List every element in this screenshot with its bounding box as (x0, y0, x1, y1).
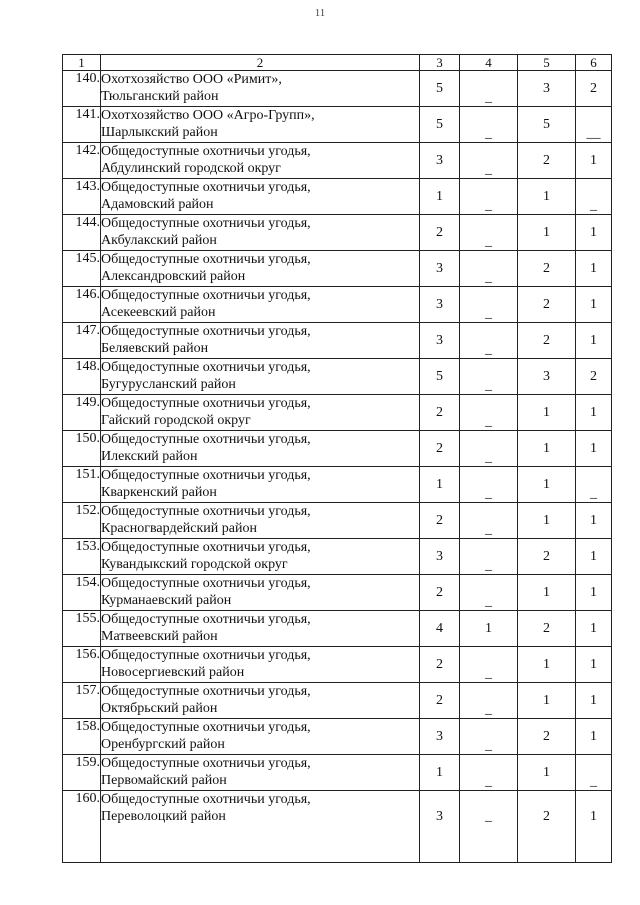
value-col-5: 1 (518, 575, 576, 611)
value-col-6: _ (576, 467, 612, 503)
ground-owner-text: Общедоступные охотничьи угодья, (101, 360, 311, 375)
value-col-5: 2 (518, 611, 576, 647)
table-body (63, 71, 612, 863)
table-row (63, 395, 612, 431)
district-text: Красногвардейский район (101, 521, 257, 536)
district-text: Беляевский район (101, 341, 209, 356)
ground-name-cell (101, 431, 420, 467)
value-col-6: 1 (576, 611, 612, 647)
ground-name-cell (101, 323, 420, 359)
district-text: Асекеевский район (101, 305, 216, 320)
ground-name-cell (101, 143, 420, 179)
ground-name-cell (101, 467, 420, 503)
row-number: 160. (63, 791, 101, 863)
value-col-4: _ (460, 539, 518, 575)
value-col-5: 1 (518, 683, 576, 719)
value-col-4: _ (460, 251, 518, 287)
value-col-5: 2 (518, 323, 576, 359)
district-text: Переволоцкий район (101, 809, 226, 824)
ground-owner-text: Общедоступные охотничьи угодья, (101, 648, 311, 663)
row-number: 143. (63, 179, 101, 215)
ground-name-cell (101, 215, 420, 251)
ground-owner-text: Общедоступные охотничьи угодья, (101, 216, 311, 231)
value-col-6: _ (576, 755, 612, 791)
ground-name-cell (101, 107, 420, 143)
value-col-5: 1 (518, 395, 576, 431)
district-text: Адамовский район (101, 197, 214, 212)
hunting-grounds-table (62, 54, 612, 863)
table-row (63, 539, 612, 575)
ground-owner-text: Общедоступные охотничьи угодья, (101, 684, 311, 699)
ground-name-cell (101, 719, 420, 755)
district-text: Гайский городской округ (101, 413, 251, 428)
ground-name-cell (101, 359, 420, 395)
value-col-6: 1 (576, 143, 612, 179)
district-text: Октябрьский район (101, 701, 218, 716)
district-text: Шарлыкский район (101, 125, 218, 140)
ground-owner-text: Охотхозяйство ООО «Агро-Групп», (101, 108, 315, 123)
value-col-3: 3 (420, 539, 460, 575)
table-row (63, 251, 612, 287)
value-col-6: 1 (576, 323, 612, 359)
ground-owner-text: Общедоступные охотничьи угодья, (101, 540, 311, 555)
table-row (63, 791, 612, 863)
value-col-5: 3 (518, 359, 576, 395)
value-col-3: 1 (420, 179, 460, 215)
value-col-5: 2 (518, 539, 576, 575)
ground-name-cell (101, 611, 420, 647)
value-col-4: _ (460, 287, 518, 323)
value-col-5: 2 (518, 719, 576, 755)
row-number: 151. (63, 467, 101, 503)
value-col-3: 3 (420, 251, 460, 287)
table-row (63, 287, 612, 323)
value-col-5: 1 (518, 503, 576, 539)
district-text: Кваркенский район (101, 485, 217, 500)
value-col-6: 1 (576, 719, 612, 755)
column-header-4: 4 (460, 55, 518, 71)
district-text: Оренбургский район (101, 737, 225, 752)
ground-owner-text: Общедоступные охотничьи угодья, (101, 612, 311, 627)
value-col-4: _ (460, 395, 518, 431)
value-col-3: 1 (420, 755, 460, 791)
row-number: 150. (63, 431, 101, 467)
row-number: 154. (63, 575, 101, 611)
value-col-3: 2 (420, 575, 460, 611)
table-row (63, 611, 612, 647)
value-col-5: 2 (518, 287, 576, 323)
row-number: 159. (63, 755, 101, 791)
value-col-6: 1 (576, 395, 612, 431)
ground-owner-text: Общедоступные охотничьи угодья, (101, 288, 311, 303)
value-col-5: 1 (518, 647, 576, 683)
ground-name-cell (101, 395, 420, 431)
value-col-5: 3 (518, 71, 576, 107)
ground-name-cell (101, 755, 420, 791)
value-col-5: 5 (518, 107, 576, 143)
page-number: 11 (314, 7, 326, 19)
value-col-6: 1 (576, 431, 612, 467)
value-col-5: 1 (518, 755, 576, 791)
district-text: Курманаевский район (101, 593, 232, 608)
value-col-5: 1 (518, 431, 576, 467)
ground-owner-text: Охотхозяйство ООО «Римит», (101, 72, 282, 87)
value-col-3: 5 (420, 359, 460, 395)
district-text: Тюльганский район (101, 89, 219, 104)
value-col-3: 2 (420, 647, 460, 683)
value-col-5: 2 (518, 143, 576, 179)
value-col-5: 1 (518, 179, 576, 215)
table-row (63, 323, 612, 359)
column-header-5: 5 (518, 55, 576, 71)
value-col-3: 2 (420, 683, 460, 719)
ground-owner-text: Общедоступные охотничьи угодья, (101, 720, 311, 735)
ground-name-cell (101, 575, 420, 611)
row-number: 142. (63, 143, 101, 179)
value-col-3: 3 (420, 287, 460, 323)
column-header-6: 6 (576, 55, 612, 71)
ground-owner-text: Общедоступные охотничьи угодья, (101, 180, 311, 195)
table-row (63, 503, 612, 539)
value-col-6: 1 (576, 503, 612, 539)
table-row (63, 143, 612, 179)
ground-owner-text: Общедоступные охотничьи угодья, (101, 792, 311, 807)
value-col-5: 2 (518, 251, 576, 287)
district-text: Матвеевский район (101, 629, 218, 644)
ground-name-cell (101, 251, 420, 287)
ground-owner-text: Общедоступные охотничьи угодья, (101, 324, 311, 339)
row-number: 145. (63, 251, 101, 287)
ground-name-cell (101, 539, 420, 575)
table-row (63, 683, 612, 719)
value-col-3: 5 (420, 71, 460, 107)
value-col-4: _ (460, 359, 518, 395)
table-row (63, 359, 612, 395)
table-row (63, 71, 612, 107)
row-number: 141. (63, 107, 101, 143)
value-col-4: _ (460, 647, 518, 683)
district-text: Абдулинский городской округ (101, 161, 281, 176)
value-col-6: 1 (576, 539, 612, 575)
district-text: Акбулакский район (101, 233, 217, 248)
row-number: 155. (63, 611, 101, 647)
row-number: 157. (63, 683, 101, 719)
ground-name-cell (101, 791, 420, 863)
value-col-4: _ (460, 719, 518, 755)
row-number: 152. (63, 503, 101, 539)
value-col-3: 3 (420, 323, 460, 359)
district-text: Первомайский район (101, 773, 227, 788)
value-col-6: 1 (576, 575, 612, 611)
row-number: 146. (63, 287, 101, 323)
ground-owner-text: Общедоступные охотничьи угодья, (101, 396, 311, 411)
row-number: 147. (63, 323, 101, 359)
value-col-4: _ (460, 71, 518, 107)
value-col-4: _ (460, 503, 518, 539)
value-col-3: 2 (420, 215, 460, 251)
ground-name-cell (101, 179, 420, 215)
column-header-2: 2 (101, 55, 420, 71)
column-header-3: 3 (420, 55, 460, 71)
table-row (63, 755, 612, 791)
ground-owner-text: Общедоступные охотничьи угодья, (101, 576, 311, 591)
value-col-4: _ (460, 323, 518, 359)
value-col-4: _ (460, 179, 518, 215)
value-col-3: 3 (420, 719, 460, 755)
value-col-3: 3 (420, 791, 460, 863)
district-text: Бугурусланский район (101, 377, 236, 392)
column-header-1: 1 (63, 55, 101, 71)
district-text: Илекский район (101, 449, 198, 464)
table-row (63, 215, 612, 251)
value-col-4: _ (460, 467, 518, 503)
value-col-4: _ (460, 107, 518, 143)
row-number: 158. (63, 719, 101, 755)
ground-owner-text: Общедоступные охотничьи угодья, (101, 432, 311, 447)
ground-owner-text: Общедоступные охотничьи угодья, (101, 468, 311, 483)
value-col-4: _ (460, 575, 518, 611)
table-row (63, 179, 612, 215)
value-col-6: 1 (576, 287, 612, 323)
value-col-4: _ (460, 143, 518, 179)
value-col-4: _ (460, 215, 518, 251)
value-col-6: 2 (576, 71, 612, 107)
row-number: 140. (63, 71, 101, 107)
ground-name-cell (101, 647, 420, 683)
table-row (63, 107, 612, 143)
table-row (63, 467, 612, 503)
value-col-3: 1 (420, 467, 460, 503)
value-col-4: 1 (460, 611, 518, 647)
table-row (63, 647, 612, 683)
ground-name-cell (101, 683, 420, 719)
value-col-6: _ (576, 179, 612, 215)
value-col-3: 2 (420, 395, 460, 431)
ground-owner-text: Общедоступные охотничьи угодья, (101, 756, 311, 771)
value-col-6: 2 (576, 359, 612, 395)
value-col-4: _ (460, 431, 518, 467)
value-col-5: 1 (518, 467, 576, 503)
value-col-6: __ (576, 107, 612, 143)
value-col-6: 1 (576, 215, 612, 251)
value-col-5: 2 (518, 791, 576, 863)
value-col-6: 1 (576, 251, 612, 287)
value-col-6: 1 (576, 683, 612, 719)
district-text: Александровский район (101, 269, 246, 284)
district-text: Новосергиевский район (101, 665, 245, 680)
row-number: 156. (63, 647, 101, 683)
row-number: 144. (63, 215, 101, 251)
value-col-4: _ (460, 791, 518, 863)
value-col-3: 4 (420, 611, 460, 647)
row-number: 153. (63, 539, 101, 575)
value-col-5: 1 (518, 215, 576, 251)
value-col-3: 5 (420, 107, 460, 143)
value-col-3: 2 (420, 431, 460, 467)
ground-owner-text: Общедоступные охотничьи угодья, (101, 504, 311, 519)
value-col-6: 1 (576, 647, 612, 683)
row-number: 148. (63, 359, 101, 395)
value-col-3: 3 (420, 143, 460, 179)
table-row (63, 575, 612, 611)
value-col-4: _ (460, 755, 518, 791)
header-row (63, 55, 612, 71)
value-col-4: _ (460, 683, 518, 719)
value-col-6: 1 (576, 791, 612, 863)
table-row (63, 431, 612, 467)
district-text: Кувандыкский городской округ (101, 557, 288, 572)
row-number: 149. (63, 395, 101, 431)
value-col-3: 2 (420, 503, 460, 539)
ground-name-cell (101, 71, 420, 107)
table-row (63, 719, 612, 755)
ground-owner-text: Общедоступные охотничьи угодья, (101, 144, 311, 159)
ground-name-cell (101, 287, 420, 323)
ground-name-cell (101, 503, 420, 539)
ground-owner-text: Общедоступные охотничьи угодья, (101, 252, 311, 267)
